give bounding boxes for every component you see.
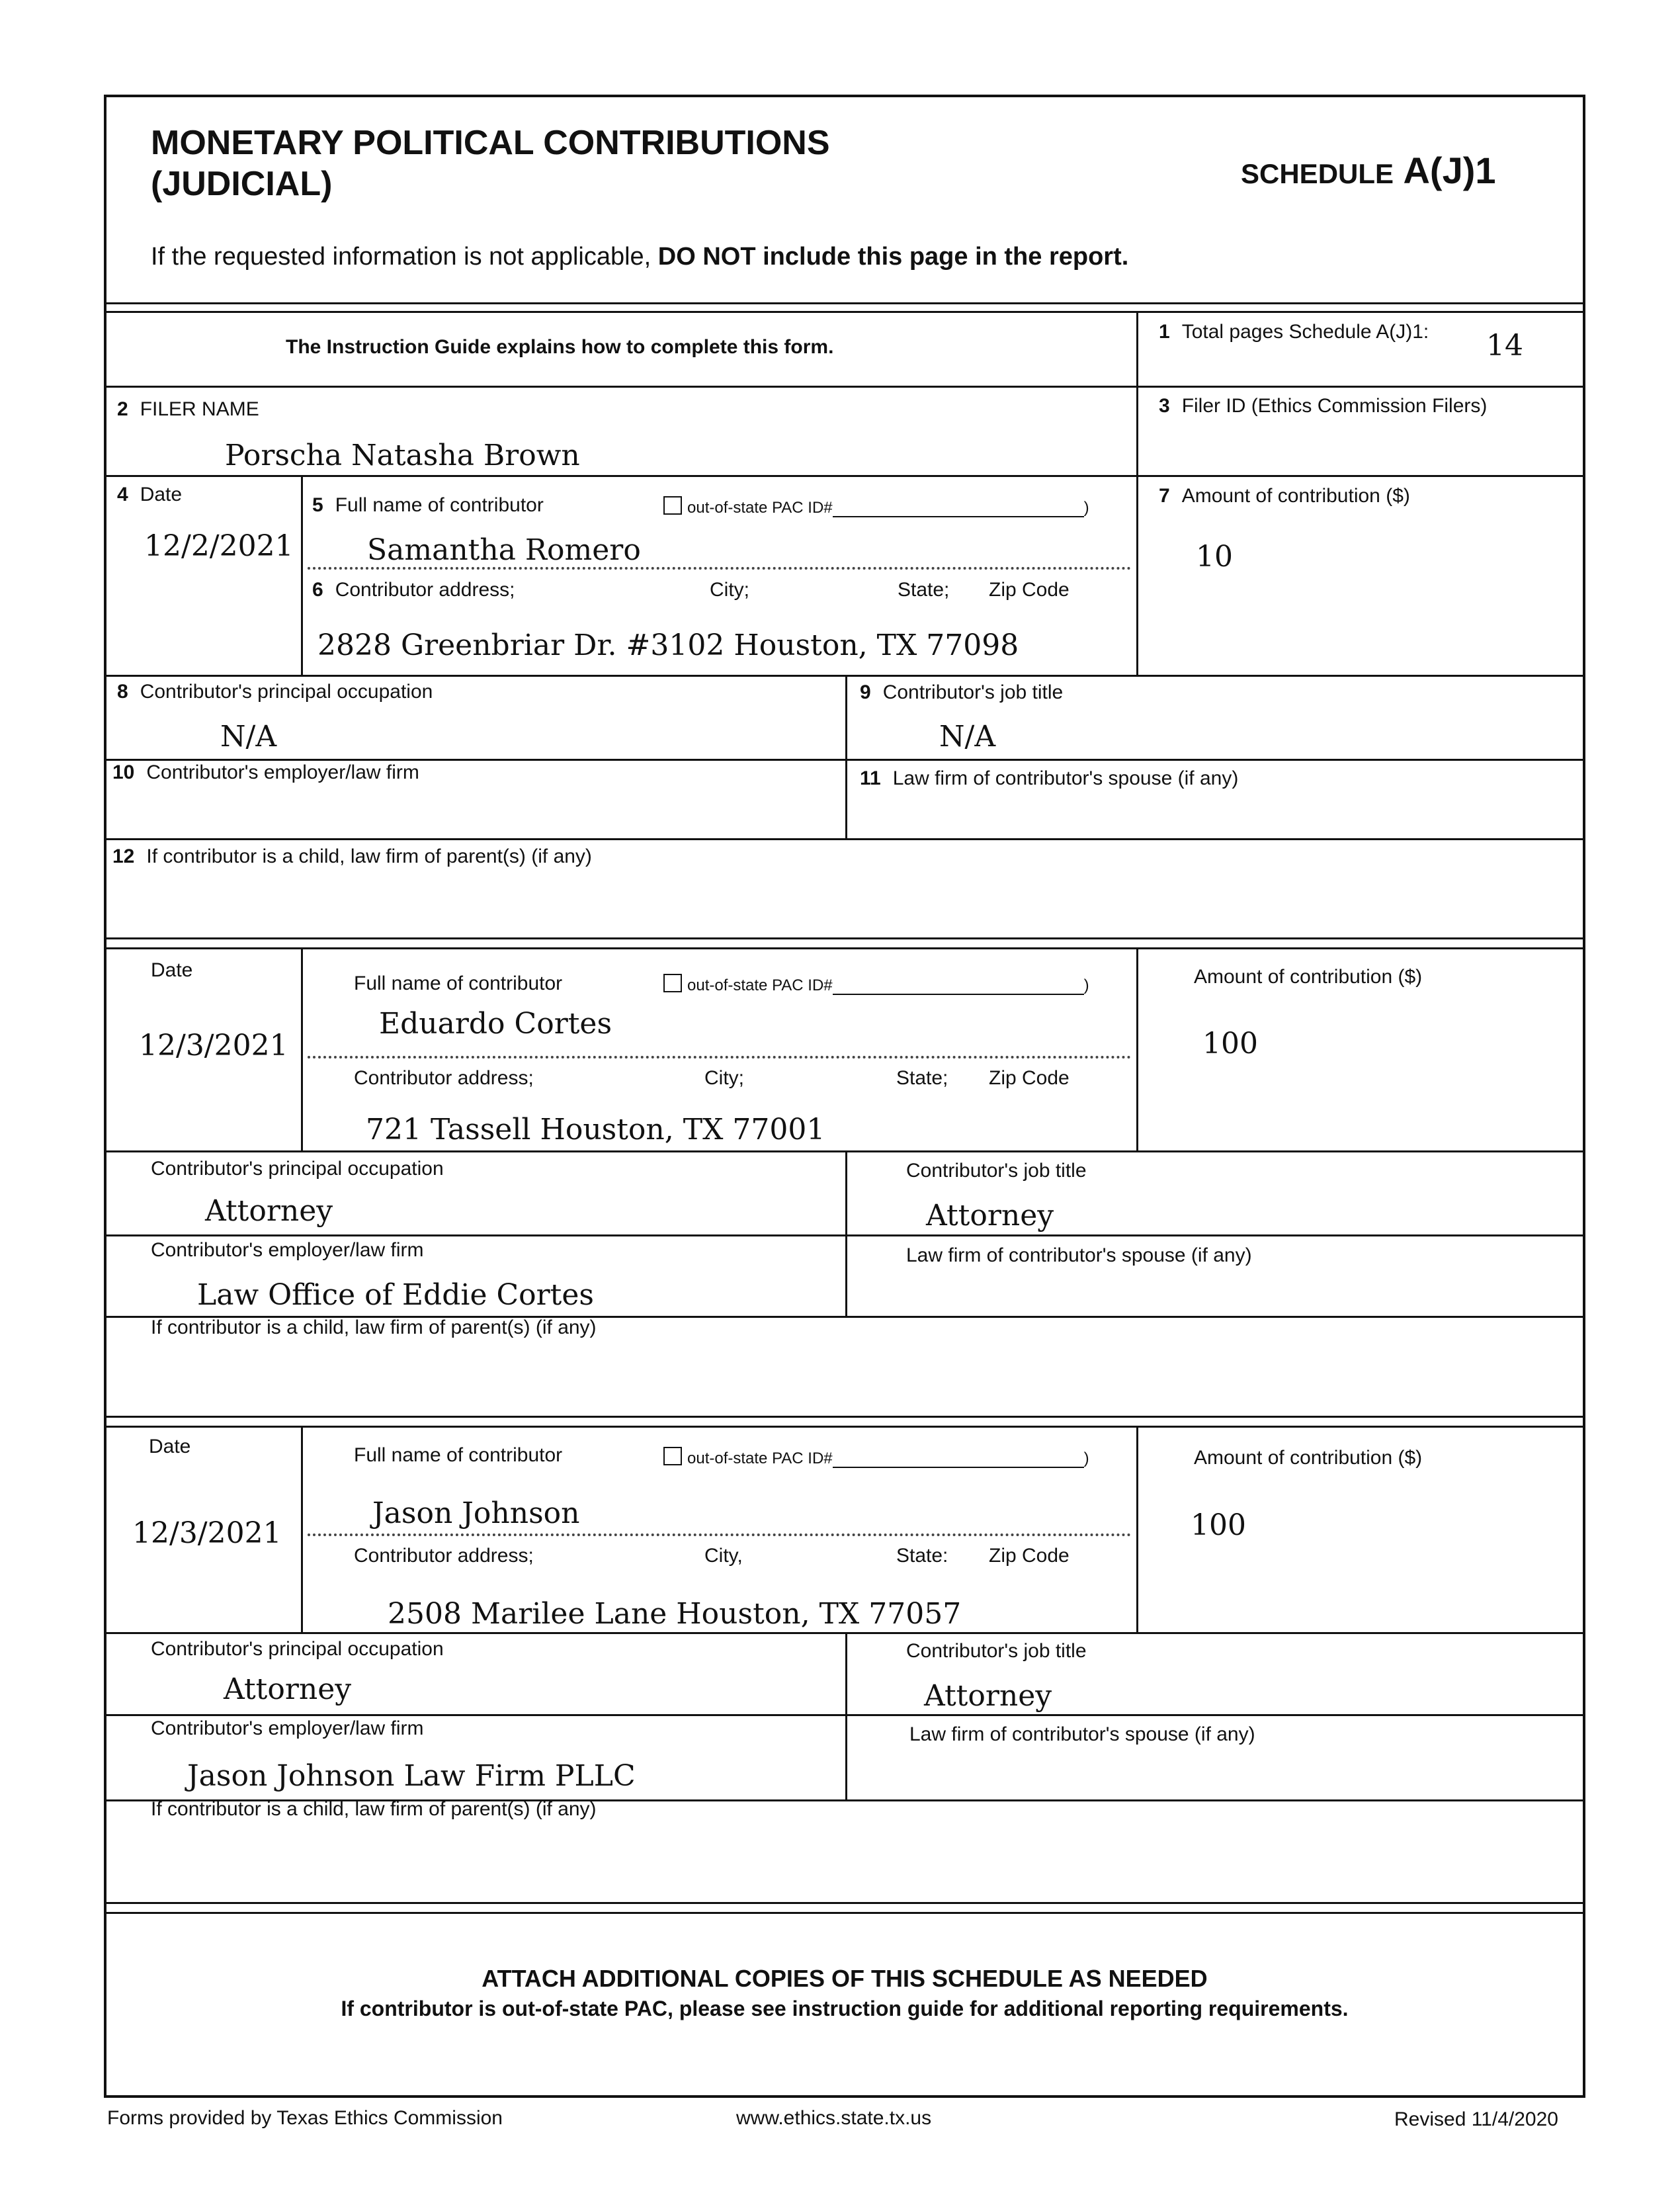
divider — [104, 302, 1585, 304]
pac-checkbox[interactable] — [663, 1447, 682, 1465]
pac-checkbox-field: out-of-state PAC ID# ) — [663, 974, 1089, 995]
state-label: State; — [898, 579, 950, 601]
divider — [104, 1426, 1585, 1428]
employer-label: Contributor's employer/law firm — [151, 1239, 424, 1261]
divider — [104, 1234, 1585, 1236]
city-label: City, — [704, 1545, 743, 1567]
divider — [104, 1416, 1585, 1418]
revised-date: Revised 11/4/2020 — [1394, 2108, 1558, 2130]
divider — [301, 1426, 303, 1632]
state-label: State; — [896, 1067, 948, 1089]
zip-label: Zip Code — [989, 1545, 1070, 1567]
total-pages-label: 1 Total pages Schedule A(J)1: — [1159, 321, 1429, 343]
city-label: City; — [710, 579, 749, 601]
note-plain: If the requested information is not applicable, — [151, 243, 651, 271]
filer-name-value: Porscha Natasha Brown — [225, 439, 580, 472]
divider — [845, 1150, 847, 1316]
state-label: State: — [896, 1545, 948, 1567]
contributor-name-label: Full name of contributor — [354, 1444, 563, 1466]
pac-checkbox-field: out-of-state PAC ID# ) — [663, 496, 1089, 517]
divider — [104, 1632, 1585, 1634]
contribution-3-occupation: Attorney — [224, 1672, 352, 1706]
amount-label: 7 Amount of contribution ($) — [1159, 485, 1410, 507]
contribution-1-date: 12/2/2021 — [144, 529, 294, 563]
forms-provided-by: Forms provided by Texas Ethics Commission — [107, 2107, 503, 2129]
contribution-1-address: 2828 Greenbriar Dr. #3102 Houston, TX 77098 — [317, 628, 1019, 662]
contribution-3-date: 12/3/2021 — [132, 1516, 282, 1550]
name-line — [308, 1056, 1131, 1059]
schedule-code — [1241, 149, 1496, 192]
title-line-2: (JUDICIAL) — [151, 165, 333, 203]
spouse-firm-label: 11 Law firm of contributor's spouse (if any) — [860, 767, 1239, 789]
contribution-1-occupation: N/A — [220, 720, 277, 754]
title-line-1: MONETARY POLITICAL CONTRIBUTIONS — [151, 124, 830, 162]
divider — [104, 311, 1585, 313]
not-applicable-note — [151, 243, 1128, 271]
form-title — [151, 122, 830, 204]
divider — [301, 475, 303, 675]
ethics-website-link[interactable]: www.ethics.state.tx.us — [736, 2107, 932, 2129]
divider — [104, 1912, 1585, 1914]
attach-copies-note: ATTACH ADDITIONAL COPIES OF THIS SCHEDULE AS NEEDED — [482, 1965, 1208, 1992]
filer-id-label: 3 Filer ID (Ethics Commission Filers) — [1159, 395, 1488, 417]
job-title-label: 9 Contributor's job title — [860, 681, 1064, 703]
divider — [104, 1150, 1585, 1152]
contribution-1-job-title: N/A — [939, 720, 996, 754]
address-label: Contributor address; — [354, 1067, 534, 1089]
contribution-2-name: Eduardo Cortes — [379, 1007, 612, 1041]
occupation-label: Contributor's principal occupation — [151, 1638, 444, 1660]
divider — [104, 1714, 1585, 1716]
name-line — [308, 1534, 1131, 1536]
divider — [104, 759, 1585, 761]
contribution-2-address: 721 Tassell Houston, TX 77001 — [366, 1113, 825, 1146]
amount-label: Amount of contribution ($) — [1194, 1447, 1423, 1469]
contributor-name-label: 5 Full name of contributor — [312, 494, 544, 516]
divider — [845, 675, 847, 838]
divider — [104, 675, 1585, 677]
total-pages-value: 14 — [1486, 329, 1523, 363]
date-label: Date — [149, 1436, 191, 1457]
contribution-2-job-title: Attorney — [926, 1199, 1054, 1232]
employer-label: Contributor's employer/law firm — [151, 1717, 424, 1739]
employer-label: 10 Contributor's employer/law firm — [112, 761, 419, 783]
divider — [104, 838, 1585, 840]
pac-checkbox[interactable] — [663, 974, 682, 992]
spouse-firm-label: Law firm of contributor's spouse (if any) — [906, 1244, 1252, 1266]
contribution-3-amount: 100 — [1191, 1508, 1246, 1542]
divider — [301, 947, 303, 1150]
parent-firm-label: 12 If contributor is a child, law firm of parent(s) (if any) — [112, 845, 592, 867]
zip-label: Zip Code — [989, 1067, 1070, 1089]
contributor-name-label: Full name of contributor — [354, 973, 563, 994]
divider — [104, 475, 1585, 477]
parent-firm-label: If contributor is a child, law firm of parent(s) (if any) — [151, 1317, 597, 1338]
divider — [1136, 947, 1138, 1150]
parent-firm-label: If contributor is a child, law firm of parent(s) (if any) — [151, 1798, 597, 1820]
job-title-label: Contributor's job title — [906, 1640, 1087, 1662]
divider — [104, 937, 1585, 939]
contribution-3-employer: Jason Johnson Law Firm PLLC — [187, 1759, 636, 1793]
contribution-2-occupation: Attorney — [205, 1194, 333, 1228]
out-of-state-pac-note: If contributor is out-of-state PAC, please see instruction guide for additional reporting requirements. — [341, 1997, 1349, 2020]
schedule-word: SCHEDULE — [1241, 158, 1394, 189]
spouse-firm-label: Law firm of contributor's spouse (if any) — [909, 1723, 1255, 1745]
contribution-2-employer: Law Office of Eddie Cortes — [197, 1278, 594, 1312]
contribution-3-name: Jason Johnson — [372, 1496, 580, 1530]
date-label: Date — [151, 959, 193, 981]
divider — [104, 386, 1585, 388]
name-line — [308, 567, 1131, 570]
city-label: City; — [704, 1067, 744, 1089]
contribution-3-address: 2508 Marilee Lane Houston, TX 77057 — [388, 1597, 962, 1631]
date-label: 4 Date — [117, 484, 183, 505]
contribution-3-job-title: Attorney — [924, 1679, 1052, 1713]
contribution-1-name: Samantha Romero — [367, 533, 641, 567]
occupation-label: Contributor's principal occupation — [151, 1158, 444, 1180]
instruction-note: The Instruction Guide explains how to complete this form. — [286, 336, 834, 358]
divider — [1136, 311, 1138, 675]
address-label: 6 Contributor address; — [312, 579, 515, 601]
contribution-1-amount: 10 — [1196, 540, 1233, 574]
divider — [104, 947, 1585, 949]
amount-label: Amount of contribution ($) — [1194, 966, 1423, 988]
zip-label: Zip Code — [989, 579, 1070, 601]
pac-checkbox[interactable] — [663, 496, 682, 515]
divider — [1136, 1426, 1138, 1632]
filer-name-label: 2 FILER NAME — [117, 398, 259, 420]
occupation-label: 8 Contributor's principal occupation — [117, 681, 433, 703]
contribution-2-amount: 100 — [1202, 1027, 1258, 1060]
divider — [104, 1902, 1585, 1904]
job-title-label: Contributor's job title — [906, 1160, 1087, 1182]
address-label: Contributor address; — [354, 1545, 534, 1567]
note-bold: DO NOT include this page in the report. — [657, 243, 1129, 271]
schedule-id: A(J)1 — [1403, 150, 1496, 191]
pac-checkbox-field: out-of-state PAC ID# ) — [663, 1447, 1089, 1468]
contribution-2-date: 12/3/2021 — [139, 1029, 288, 1062]
